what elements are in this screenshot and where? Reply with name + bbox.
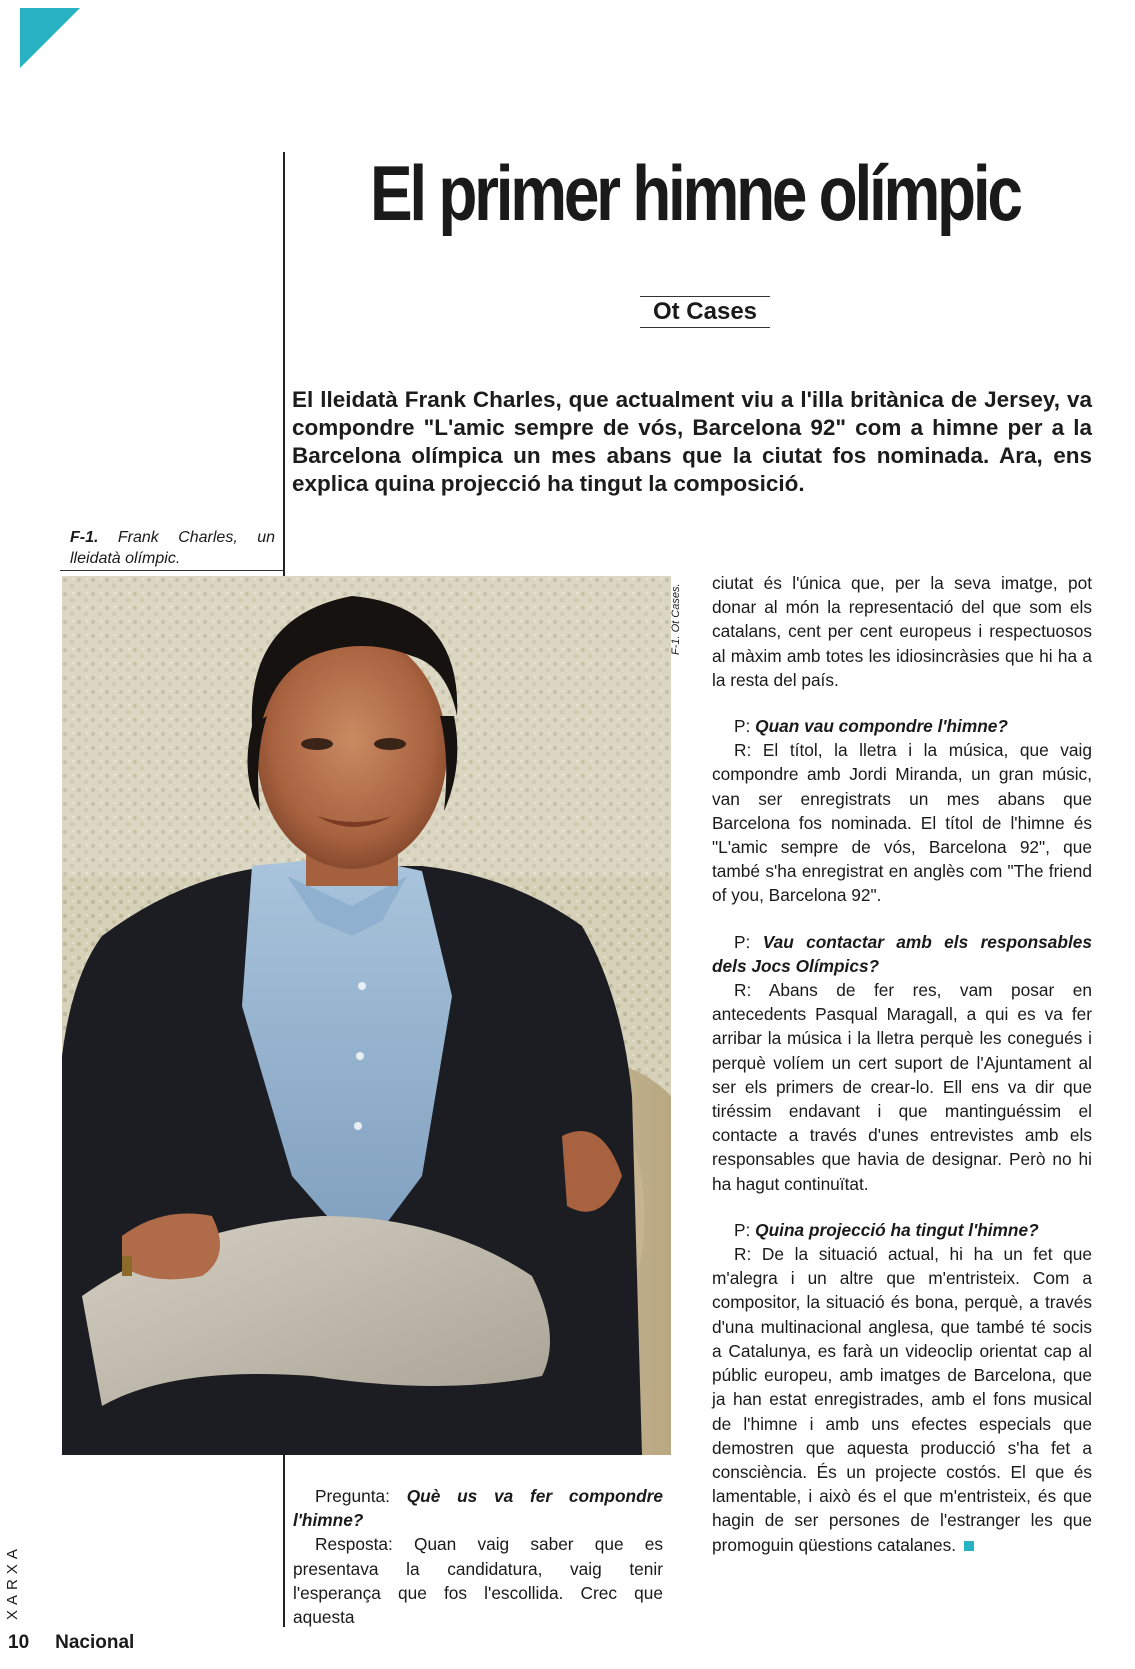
article-lede: El lleidatà Frank Charles, que actualment viu a l'illa britànica de Jersey, va compondre "L'amic sempre de vós, Barcelona 92" com a himne per a la Barcelona olímpica un mes abans que la ciutat fos nominada. Ara, ens explica quina projecció ha tingut la composició. [292,387,1092,496]
answer [293,1532,663,1629]
question-prefix: Pregunta: [315,1486,390,1506]
question-text: Què us va fer compondre l'himne? [293,1486,663,1531]
caption-text: Frank Charles, un lleidatà olímpic. [70,529,275,567]
answer-text: Quan vaig saber que es presentava la candidatura, vaig tenir l'esperança que fos l'escollida. Crec que aquesta [293,1534,663,1628]
question [712,714,1092,738]
article-headline: El primer himne olímpic [370,149,1020,237]
byline: Ot Cases [640,296,770,328]
section-name: Nacional [55,1632,135,1653]
side-label-text: XARXA [4,1544,21,1620]
portrait-illustration [62,576,671,1455]
caption-rule [60,570,284,571]
photo-caption [70,527,275,569]
answer-text: De la situació actual, hi ha un fet que m'alegra i un altre que m'entristeix. Com a compositor, la situació és bona, perquè, a través d'una multinacional anglesa, que també té socis a Catalunya, es farà un videoclip orientat cap al públic europeu, amb imatges de Barcelona, que ja han estat enregistrades, amb el fons musical de l'himne i amb uns efectes especials que demostren que aquesta producció s'ha fet a consciència. És un projecte costós. El que és lamentable, i això és el que m'entristeix, és que hagin de ser persones de l'estranger les que promoguin qüestions catalanes. [712,1244,1092,1555]
answer [712,738,1092,907]
question-prefix: P: [734,931,751,952]
answer-prefix: R: [734,740,752,761]
question [712,930,1092,978]
portrait-photo [62,576,671,1455]
left-column [293,1484,663,1629]
answer-prefix: Resposta: [315,1534,393,1555]
question-text: Quan vau compondre l'himne? [755,716,1008,737]
question-text: Vau contactar amb els responsables dels Jocs Olímpics? [712,931,1092,976]
question-prefix: P: [734,716,751,737]
answer-text: El títol, la lletra i la música, que vaig compondre amb Jordi Miranda, un gran músic, van ser enregistrats un mes abans que Barcelona fos nominada. El títol de l'himne és "L'amic sempre de vós, Barcelona 92", que també s'ha enregistrat en anglès com "The friend of you, Barcelona 92". [712,740,1092,906]
question-prefix: P: [734,1219,751,1240]
corner-triangle-icon [20,8,80,68]
end-mark-icon [964,1541,974,1551]
right-column [712,571,1092,1557]
photo-credit [668,585,688,655]
answer-text: Abans de fer res, vam posar en antecedents Pasqual Maragall, a qui es va fer arribar la música i la lletra perquè les conegués i perquè volíem un cert suport de l'Ajuntament al ser els primers de crear-lo. Ell ens va dir que tiréssim endavant i que mantinguéssim el contacte a través d'unes entrevistes amb els responsables que havia de designar. Però no hi ha hagut continuïtat. [712,980,1092,1194]
page-number: 10 [8,1632,30,1653]
answer-prefix: R: [734,1244,752,1265]
question [712,1218,1092,1242]
answer [712,978,1092,1196]
photo-credit-text: F-1. Ot Cases. [670,583,682,655]
question [293,1484,663,1532]
answer [712,1242,1092,1557]
continuation-paragraph: ciutat és l'única que, per la seva imatge, pot donar al món la representació del que som els catalans, cent per cent europeus i respectuosos al màxim amb totes les idiosincràsies que hi ha a la resta del país. [712,573,1092,690]
caption-label: F-1. [70,529,99,546]
page-footer [8,1632,134,1654]
publication-side-label [4,1540,28,1620]
answer-prefix: R: [734,980,752,1001]
question-text: Quina projecció ha tingut l'himne? [755,1219,1039,1240]
